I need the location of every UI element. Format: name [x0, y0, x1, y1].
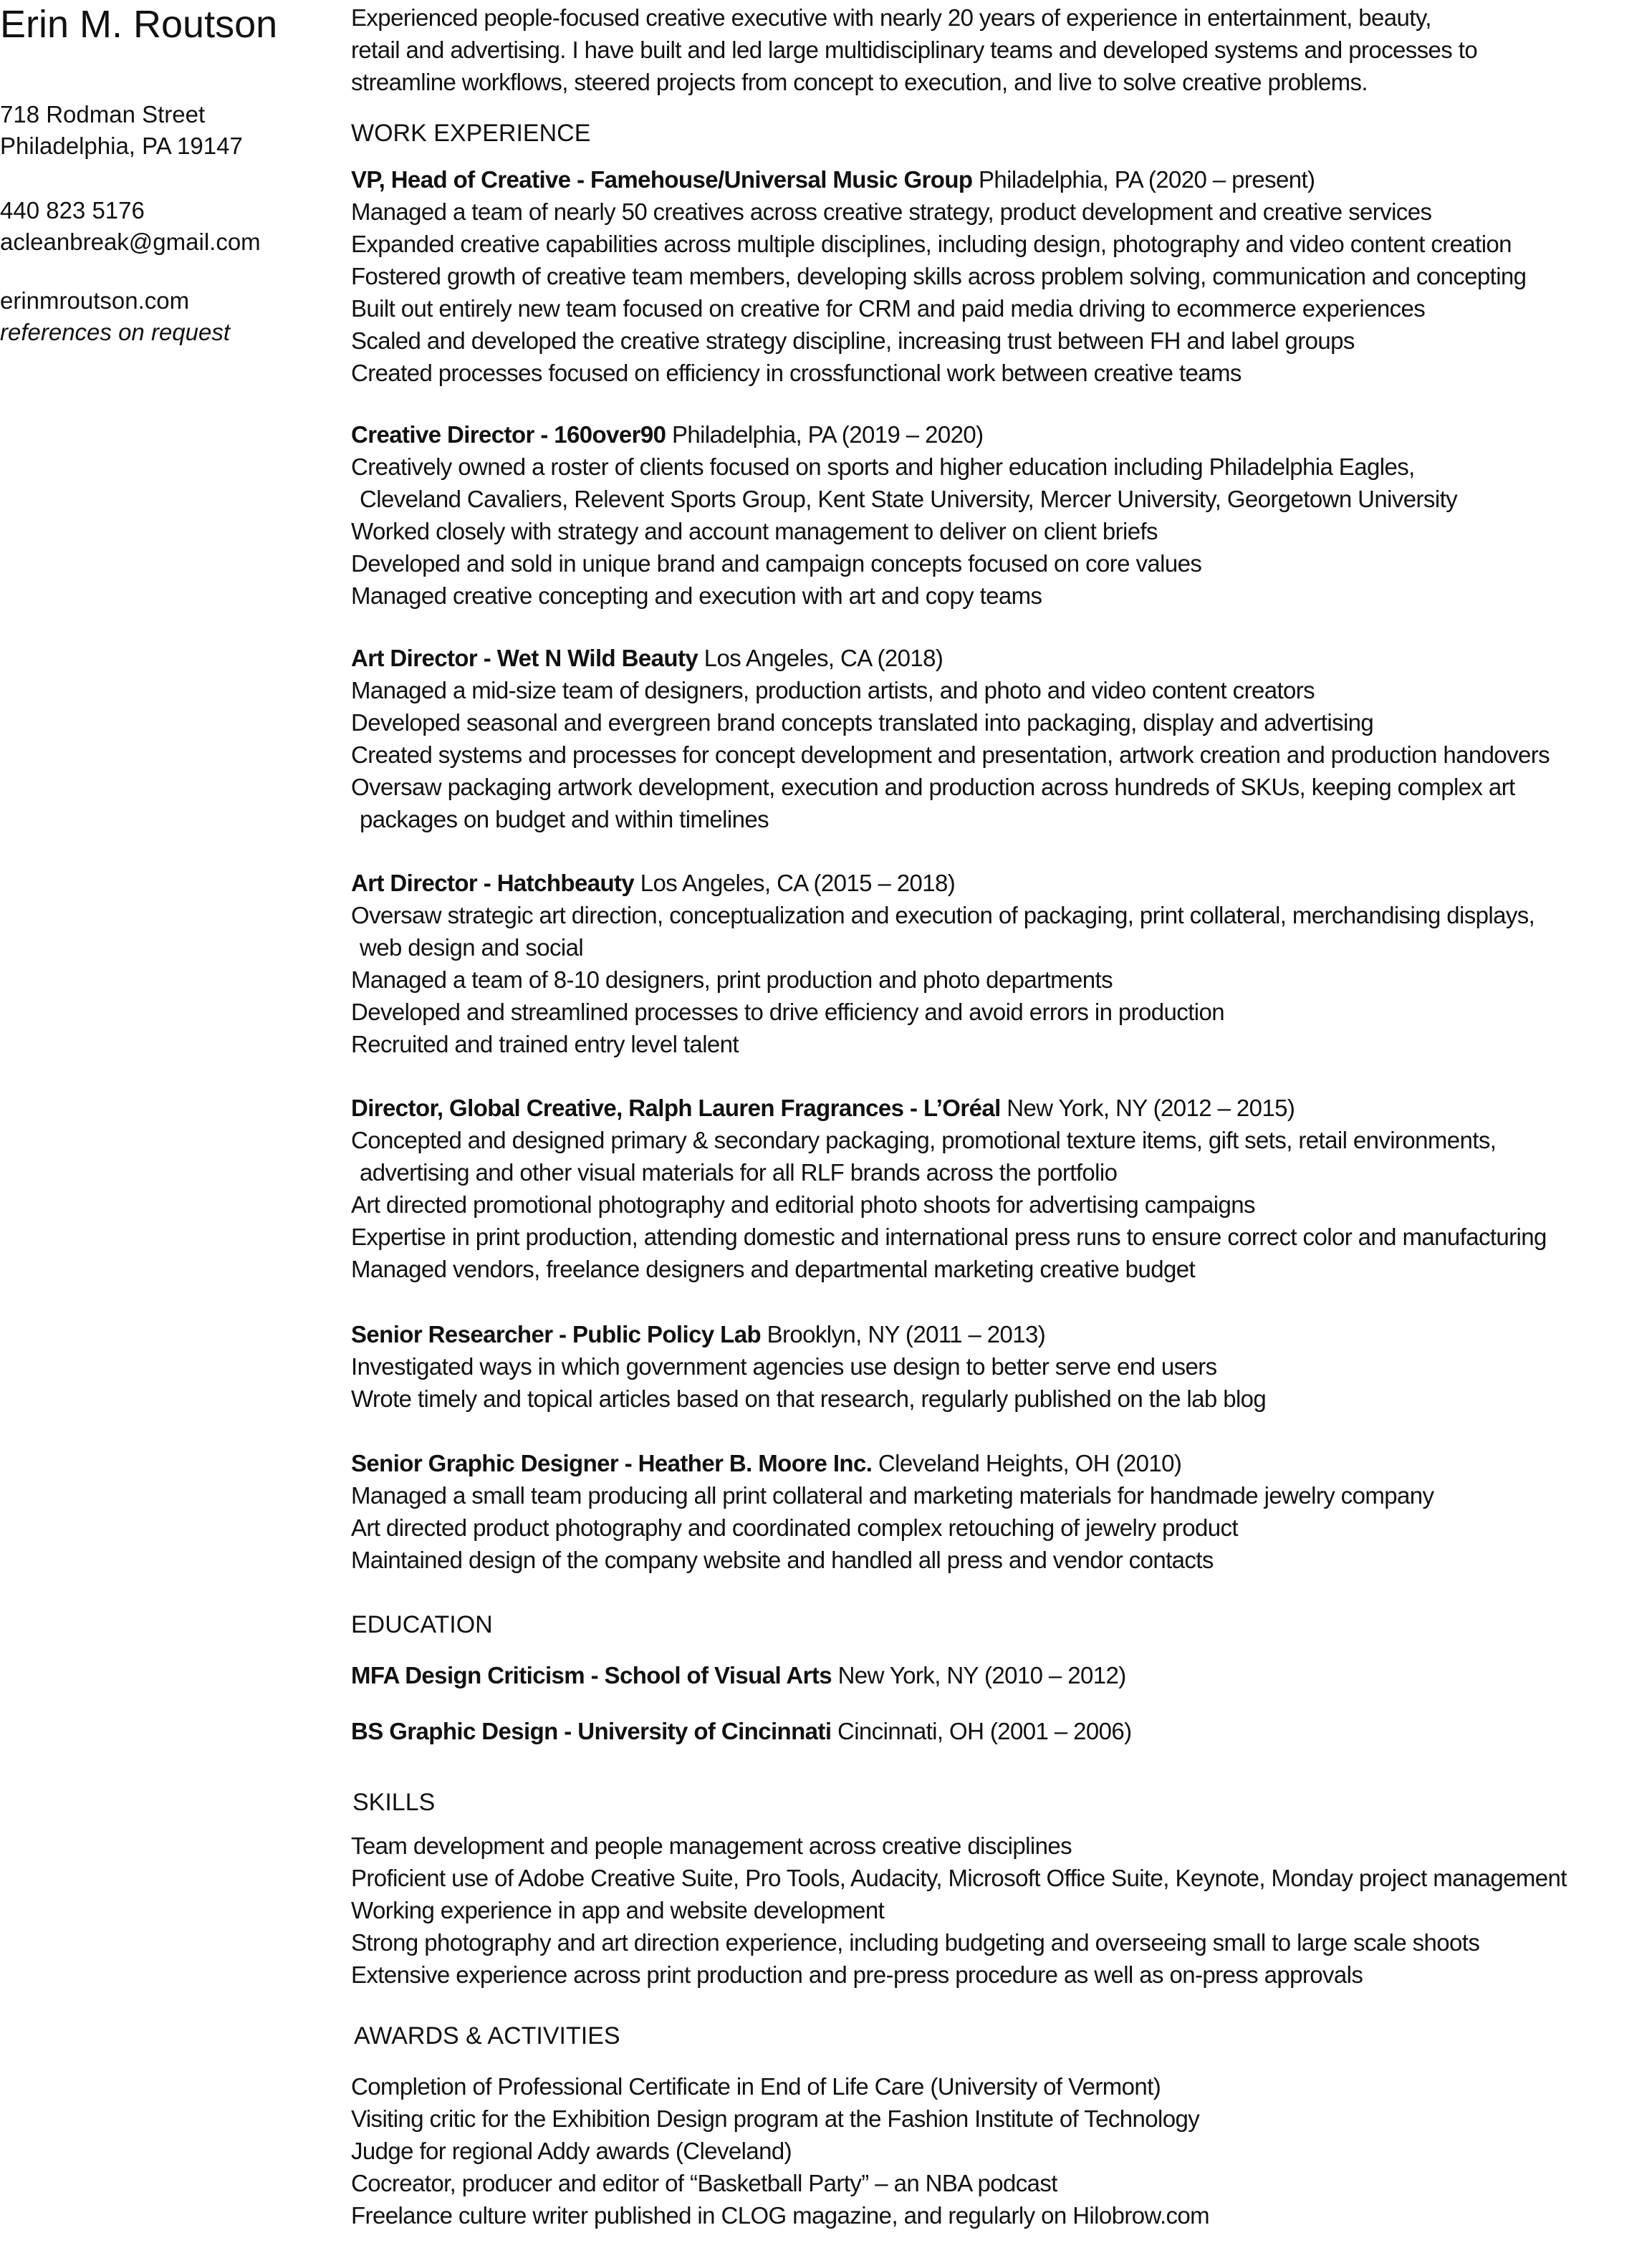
job-title: Director, Global Creative, Ralph Lauren Fragrances - L’Oréal [351, 1095, 1001, 1121]
job-location: Los Angeles, CA (2015 – 2018) [640, 870, 956, 896]
candidate-name: Erin M. Routson [0, 3, 278, 46]
job-duty: Created processes focused on efficiency in crossfunctional work between creative teams [351, 360, 1242, 386]
job-duty: Expertise in print production, attending domestic and international press runs to ensure correct color and manufacturing [351, 1224, 1547, 1250]
address-line-1: 718 Rodman Street [0, 101, 206, 128]
job-duty: Managed a small team producing all print collateral and marketing materials for handmade jewelry company [351, 1482, 1434, 1509]
address-line-2: Philadelphia, PA 19147 [0, 133, 243, 159]
awards-heading: AWARDS & ACTIVITIES [354, 2022, 620, 2050]
job-duties [351, 899, 1652, 1060]
award-item: Completion of Professional Certificate in End of Life Care (University of Vermont) [351, 2073, 1161, 2100]
job-duty: Concepted and designed primary & secondary packaging, promotional texture items, gift sets, retail environments, [351, 1127, 1497, 1153]
education-entry [351, 1659, 1126, 1691]
job-entry [351, 1318, 1652, 1415]
skills-heading: SKILLS [352, 1789, 436, 1816]
summary-line: streamline workflows, steered projects from concept to execution, and live to solve creative problems. [351, 69, 1368, 95]
job-entry [351, 1447, 1652, 1576]
job-duty: Oversaw strategic art direction, conceptualization and execution of packaging, print collateral, merchandising displays, [351, 902, 1535, 928]
job-location: Philadelphia, PA (2019 – 2020) [671, 421, 984, 448]
job-duty: Recruited and trained entry level talent [351, 1031, 739, 1057]
job-location: Los Angeles, CA (2018) [703, 645, 943, 671]
job-entry [351, 867, 1652, 1060]
job-duties [351, 1124, 1652, 1285]
job-duty: Developed and streamlined processes to drive efficiency and avoid errors in production [351, 999, 1224, 1025]
job-entry [351, 1092, 1652, 1285]
education-degree: MFA Design Criticism - School of Visual Arts [351, 1662, 832, 1688]
job-duty: packages on budget and within timelines [360, 806, 769, 832]
job-entry [351, 163, 1652, 389]
job-duty: Cleveland Cavaliers, Relevent Sports Group, Kent State University, Mercer University, Georgetown University [360, 486, 1458, 512]
awards-list [351, 2070, 1209, 2231]
job-entry [351, 418, 1652, 612]
job-duty: Built out entirely new team focused on creative for CRM and paid media driving to ecommerce experiences [351, 295, 1426, 322]
job-duty: Art directed product photography and coordinated complex retouching of jewelry product [351, 1514, 1238, 1541]
job-duty: Art directed promotional photography and editorial photo shoots for advertising campaigns [351, 1191, 1255, 1218]
skill-item: Team development and people management across creative disciplines [351, 1832, 1072, 1859]
summary-line: retail and advertising. I have built and led large multidisciplinary teams and developed systems and processes to [351, 37, 1478, 63]
references-note: references on request [0, 319, 231, 345]
job-duty: Managed a mid-size team of designers, production artists, and photo and video content creators [351, 677, 1315, 703]
job-location: Philadelphia, PA (2020 – present) [979, 166, 1315, 193]
job-title: Senior Graphic Designer - Heather B. Moore Inc. [351, 1450, 873, 1476]
job-location: New York, NY (2012 – 2015) [1007, 1095, 1295, 1121]
job-duty: Scaled and developed the creative strategy discipline, increasing trust between FH and label groups [351, 327, 1355, 354]
job-duty: Created systems and processes for concept development and presentation, artwork creation and production handovers [351, 741, 1550, 768]
skill-item: Strong photography and art direction experience, including budgeting and overseeing small to large scale shoots [351, 1929, 1480, 1956]
summary-line: Experienced people-focused creative executive with nearly 20 years of experience in entertainment, beauty, [351, 4, 1431, 31]
job-duty: Managed vendors, freelance designers and departmental marketing creative budget [351, 1256, 1196, 1282]
job-title: Senior Researcher - Public Policy Lab [351, 1321, 762, 1347]
job-title: Art Director - Wet N Wild Beauty [351, 645, 698, 671]
job-duties [351, 1479, 1652, 1576]
job-duty: Worked closely with strategy and account management to deliver on client briefs [351, 518, 1158, 544]
job-duty: Maintained design of the company website and handled all press and vendor contacts [351, 1547, 1214, 1573]
job-duties [351, 674, 1652, 835]
job-duty: Developed seasonal and evergreen brand concepts translated into packaging, display and advertising [351, 709, 1374, 736]
job-duty: Expanded creative capabilities across multiple disciplines, including design, photography and video content creation [351, 231, 1512, 257]
job-duty: Oversaw packaging artwork development, execution and production across hundreds of SKUs, keeping complex art [351, 774, 1515, 800]
job-duty: Fostered growth of creative team members, developing skills across problem solving, communication and concepting [351, 263, 1527, 289]
email-address: acleanbreak@gmail.com [0, 229, 261, 255]
award-item: Judge for regional Addy awards (Cleveland) [351, 2138, 792, 2164]
education-location: Cincinnati, OH (2001 – 2006) [837, 1718, 1132, 1744]
work-experience-heading: WORK EXPERIENCE [351, 120, 591, 147]
job-title-line [351, 418, 1652, 451]
job-duty: Developed and sold in unique brand and campaign concepts focused on core values [351, 550, 1202, 577]
website-link[interactable]: erinmroutson.com [0, 287, 190, 314]
job-location: Cleveland Heights, OH (2010) [878, 1450, 1182, 1476]
award-item: Visiting critic for the Exhibition Design program at the Fashion Institute of Technology [351, 2105, 1200, 2132]
skill-item: Extensive experience across print production and pre-press procedure as well as on-press approvals [351, 1961, 1363, 1988]
job-entry [351, 642, 1652, 835]
job-duty: advertising and other visual materials for all RLF brands across the portfolio [360, 1159, 1118, 1186]
job-title-line [351, 642, 1652, 674]
job-title-line [351, 1447, 1652, 1479]
award-item: Cocreator, producer and editor of “Basketball Party” – an NBA podcast [351, 2170, 1057, 2196]
job-duties [351, 196, 1652, 389]
job-duty: Managed a team of 8-10 designers, print production and photo departments [351, 966, 1113, 993]
job-duties [351, 1350, 1652, 1415]
education-heading: EDUCATION [351, 1611, 493, 1638]
award-item: Freelance culture writer published in CLOG magazine, and regularly on Hilobrow.com [351, 2202, 1210, 2229]
skill-item: Working experience in app and website development [351, 1897, 885, 1923]
summary-paragraph [351, 1, 1641, 98]
job-duty: web design and social [360, 934, 584, 961]
job-duty: Creatively owned a roster of clients focused on sports and higher education including Philadelphia Eagles, [351, 453, 1415, 480]
job-title: Art Director - Hatchbeauty [351, 870, 635, 896]
job-duty: Wrote timely and topical articles based on that research, regularly published on the lab blog [351, 1385, 1267, 1412]
job-duty: Managed a team of nearly 50 creatives across creative strategy, product development and creative services [351, 198, 1432, 225]
job-title: VP, Head of Creative - Famehouse/Universal Music Group [351, 166, 973, 193]
education-entry [351, 1715, 1132, 1747]
job-duty: Investigated ways in which government agencies use design to better serve end users [351, 1353, 1217, 1380]
education-degree: BS Graphic Design - University of Cincinnati [351, 1718, 832, 1744]
job-title-line [351, 867, 1652, 899]
job-title-line [351, 163, 1652, 196]
job-title-line [351, 1092, 1652, 1124]
job-duty: Managed creative concepting and execution with art and copy teams [351, 582, 1042, 609]
skills-list [351, 1830, 1567, 1991]
education-location: New York, NY (2010 – 2012) [837, 1662, 1126, 1688]
job-duties [351, 451, 1652, 612]
job-title-line [351, 1318, 1652, 1350]
job-title: Creative Director - 160over90 [351, 421, 666, 448]
skill-item: Proficient use of Adobe Creative Suite, Pro Tools, Audacity, Microsoft Office Suite, Keynote, Monday project management [351, 1865, 1567, 1891]
phone-number: 440 823 5176 [0, 197, 145, 224]
job-location: Brooklyn, NY (2011 – 2013) [767, 1321, 1046, 1347]
